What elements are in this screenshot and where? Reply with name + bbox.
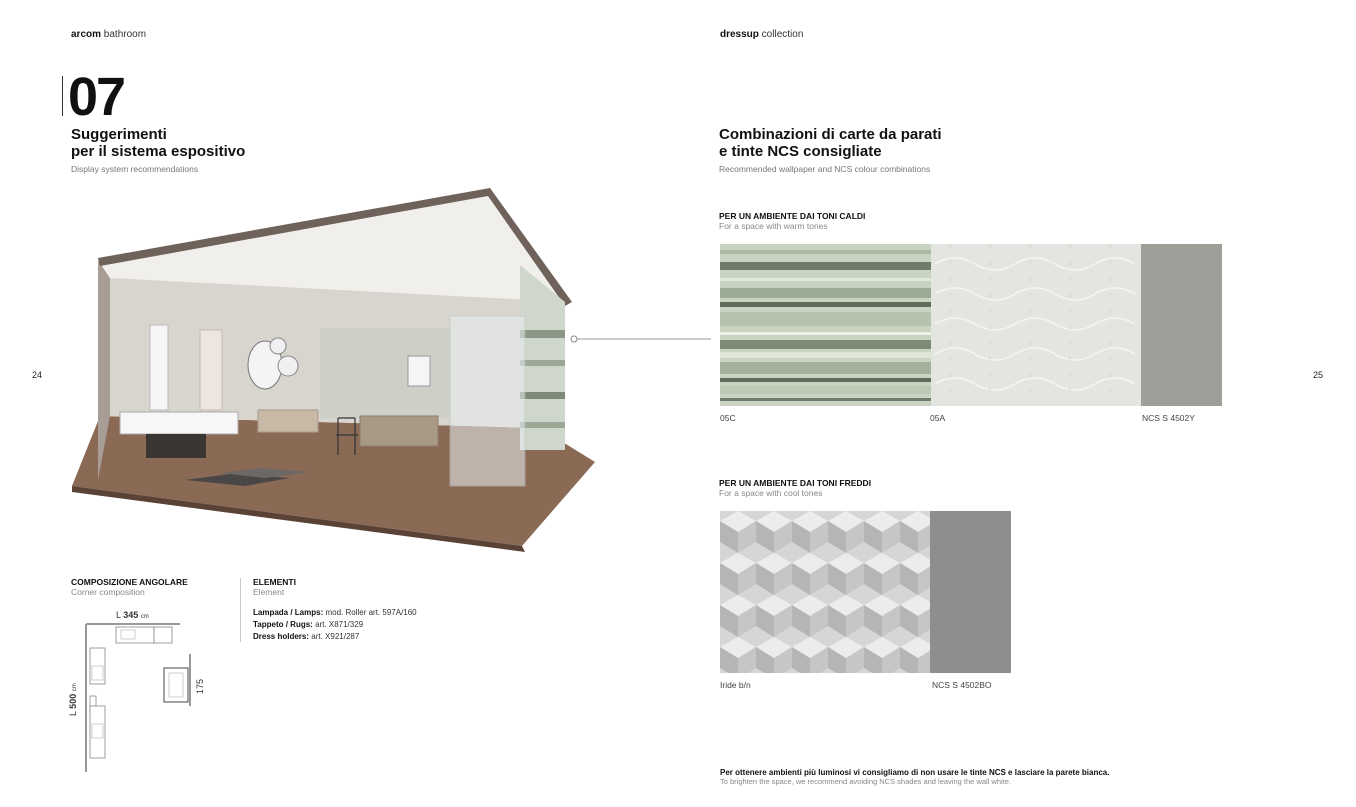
elements-heading: ELEMENTI: [253, 577, 296, 587]
depth-dimension: 175: [195, 678, 205, 694]
section-bar: [62, 76, 63, 116]
shower-glass: [450, 316, 525, 486]
collection-name: dressup: [720, 29, 759, 40]
elements-subheading: Element: [253, 587, 285, 597]
left-title-line1: Suggerimenti: [71, 126, 167, 143]
floor-plan: [84, 622, 194, 774]
length-dimension: L 500 cm: [68, 683, 78, 716]
width-value: 345: [123, 610, 139, 620]
warm-subheading: For a space with warm tones: [719, 221, 828, 231]
warm-swatches: [720, 244, 1222, 406]
element-item: Dress holders: art. X921/287: [253, 632, 360, 641]
cold-heading: PER UN AMBIENTE DAI TONI FREDDI: [719, 478, 872, 488]
composition-heading-block: [71, 577, 188, 597]
brand-suffix: bathroom: [101, 29, 147, 40]
callout-connector: [568, 332, 713, 346]
bathroom-room-illustration: [60, 180, 630, 555]
right-subtitle: Recommended wallpaper and NCS colour combinations: [719, 164, 931, 174]
footer-note-it: Per ottenere ambienti più luminosi vi consigliamo di non usare le tinte NCS e lasciare la parete bianca.: [720, 768, 1110, 777]
cold-swatches: [720, 511, 1012, 673]
right-title-line1: Combinazioni di carte da parati: [719, 126, 942, 143]
collection-suffix: collection: [758, 29, 804, 40]
cold-heading-block: [719, 478, 871, 498]
cold-subheading: For a space with cool tones: [719, 488, 823, 498]
beige-vanity: [258, 410, 318, 432]
wood-vanity: [360, 416, 438, 446]
white-vanity: [120, 412, 238, 434]
label-05c: 05C: [720, 413, 736, 423]
elements-divider: [240, 578, 241, 642]
label-05a: 05A: [930, 413, 946, 423]
page-number-right: 25: [1313, 370, 1324, 380]
right-title: [719, 126, 942, 160]
warm-heading: PER UN AMBIENTE DAI TONI CALDI: [719, 211, 866, 221]
left-running-head: [71, 29, 146, 40]
element-item: Lampada / Lamps: mod. Roller art. 597A/160: [253, 608, 417, 617]
length-value: 500: [68, 693, 78, 709]
swatch-ncs-4502y: [1141, 244, 1222, 406]
width-dimension: L 345 cm: [116, 610, 149, 620]
tall-mirror: [150, 325, 168, 410]
warm-heading-block: [719, 211, 865, 231]
swatch-05a: [931, 244, 1141, 406]
elements-block: [253, 577, 417, 643]
composition-heading: COMPOSIZIONE ANGOLARE: [71, 577, 188, 587]
composition-subheading: Corner composition: [71, 587, 145, 597]
left-subtitle: Display system recommendations: [71, 164, 199, 174]
label-ncs-4502y: NCS S 4502Y: [1142, 413, 1195, 423]
left-title: [71, 126, 245, 160]
right-running-head: [720, 29, 803, 40]
label-ncs-4502bo: NCS S 4502BO: [932, 680, 992, 690]
label-iride: Iride b/n: [720, 680, 751, 690]
swatch-ncs-4502bo: [930, 511, 1011, 673]
footer-note: [720, 768, 1109, 786]
footer-note-en: To brighten the space, we recommend avoiding NCS shades and leaving the wall white.: [720, 777, 1011, 786]
section-number: 07: [68, 67, 125, 127]
brand-name: arcom: [71, 29, 102, 40]
right-title-line2: e tinte NCS consigliate: [719, 143, 882, 160]
swatch-05c: [720, 244, 931, 406]
element-item: Tappeto / Rugs: art. X871/329: [253, 620, 364, 629]
page-number-left: 24: [32, 370, 43, 380]
left-title-line2: per il sistema espositivo: [71, 143, 246, 160]
